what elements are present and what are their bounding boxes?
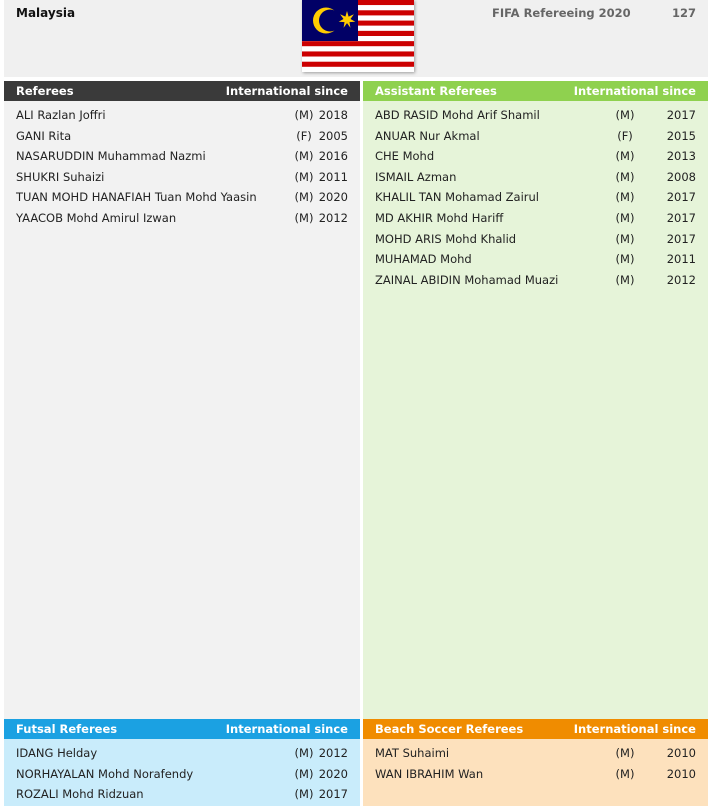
assistant-name: ISMAIL Azman <box>375 169 457 184</box>
referee-name: YAACOB Mohd Amirul Izwan <box>16 210 177 225</box>
assistant-name: KHALIL TAN Mohamad Zairul <box>375 190 540 205</box>
table-row <box>4 743 360 764</box>
assistant-since-label: International since <box>573 84 696 98</box>
referee-year: 2018 <box>318 108 348 122</box>
assistant-name: MOHD ARIS Mohd Khalid <box>375 231 517 246</box>
referee-year: 2016 <box>318 149 348 164</box>
beach-name: MAT Suhaimi <box>375 746 450 760</box>
referee-year: 2012 <box>318 210 348 225</box>
table-row <box>363 105 708 126</box>
referees-section <box>4 81 360 720</box>
referee-name: ALI Razlan Joffri <box>16 108 106 122</box>
table-row <box>363 764 708 785</box>
futsal-referees-section <box>4 719 360 806</box>
referee-name: SHUKRI Suhaizi <box>16 169 105 184</box>
flag-stripe <box>302 41 414 46</box>
assistant-year: 2011 <box>666 252 696 267</box>
flag-stripe <box>302 62 414 67</box>
assistant-gender: (M) <box>615 210 635 225</box>
page-number: 127 <box>671 6 696 20</box>
beach-soccer-referees-section <box>363 719 708 806</box>
beach-soccer-referees-header <box>363 719 708 739</box>
futsal-gender: (M) <box>294 787 314 802</box>
referees-header <box>4 81 360 101</box>
table-row <box>363 229 708 250</box>
assistant-year: 2015 <box>666 128 696 143</box>
beach-year: 2010 <box>666 766 696 781</box>
assistant-referees-title: Assistant Referees <box>375 84 497 98</box>
beach-gender: (M) <box>615 766 635 781</box>
table-row <box>363 270 708 291</box>
flag-stripe <box>302 46 414 51</box>
assistant-name: ABD RASID Mohd Arif Shamil <box>375 108 540 122</box>
malaysia-flag-icon <box>302 0 414 72</box>
referee-year: 2005 <box>318 128 348 143</box>
assistant-year: 2017 <box>666 108 696 122</box>
beach-gender: (M) <box>615 746 635 760</box>
publication-title: FIFA Refereeing 2020 <box>492 6 631 20</box>
futsal-referees-list <box>4 739 360 806</box>
referees-list <box>4 101 360 720</box>
table-row <box>363 126 708 147</box>
referee-name: NASARUDDIN Muhammad Nazmi <box>16 149 206 164</box>
assistant-name: MD AKHIR Mohd Hariff <box>375 210 504 225</box>
futsal-referees-header <box>4 719 360 739</box>
flag-stripe <box>302 51 414 56</box>
table-row <box>4 146 360 167</box>
beach-since-label: International since <box>573 722 696 736</box>
referee-gender: (M) <box>294 169 314 184</box>
futsal-gender: (M) <box>294 766 314 781</box>
table-row <box>4 784 360 805</box>
referee-year: 2011 <box>318 169 348 184</box>
assistant-year: 2017 <box>666 231 696 246</box>
assistant-referees-list <box>363 101 708 720</box>
table-row <box>4 764 360 785</box>
assistant-referees-section <box>363 81 708 720</box>
table-row <box>4 167 360 188</box>
futsal-gender: (M) <box>294 746 314 760</box>
referee-name: TUAN MOHD HANAFIAH Tuan Mohd Yaasin <box>16 190 257 205</box>
assistant-name: MUHAMAD Mohd <box>375 252 472 267</box>
beach-name: WAN IBRAHIM Wan <box>375 766 484 781</box>
assistant-year: 2012 <box>666 272 696 287</box>
table-row <box>363 743 708 764</box>
table-row <box>363 167 708 188</box>
assistant-year: 2017 <box>666 210 696 225</box>
assistant-gender: (M) <box>615 108 635 122</box>
futsal-year: 2020 <box>318 766 348 781</box>
table-row <box>4 126 360 147</box>
referee-gender: (M) <box>294 210 314 225</box>
referee-gender: (M) <box>294 190 314 205</box>
assistant-year: 2013 <box>666 149 696 164</box>
referee-gender: (M) <box>294 149 314 164</box>
table-row <box>4 187 360 208</box>
table-row <box>363 187 708 208</box>
assistant-name: ZAINAL ABIDIN Mohamad Muazi <box>375 272 559 287</box>
futsal-name: IDANG Helday <box>16 746 98 760</box>
referee-name: GANI Rita <box>16 128 72 143</box>
flag-stripe <box>302 67 414 72</box>
futsal-year: 2017 <box>318 787 348 802</box>
beach-year: 2010 <box>666 746 696 760</box>
referee-gender: (M) <box>294 108 314 122</box>
assistant-year: 2017 <box>666 190 696 205</box>
assistant-referees-header <box>363 81 708 101</box>
assistant-name: CHE Mohd <box>375 149 435 164</box>
country-name: Malaysia <box>16 6 76 20</box>
table-row <box>4 208 360 229</box>
assistant-gender: (M) <box>615 252 635 267</box>
assistant-gender: (M) <box>615 272 635 287</box>
beach-soccer-referees-title: Beach Soccer Referees <box>375 722 524 736</box>
referees-since-label: International since <box>225 84 348 98</box>
table-row <box>4 105 360 126</box>
referee-gender: (F) <box>296 128 312 143</box>
futsal-referees-title: Futsal Referees <box>16 722 118 736</box>
assistant-name: ANUAR Nur Akmal <box>375 128 480 143</box>
assistant-gender: (M) <box>615 231 635 246</box>
futsal-since-label: International since <box>225 722 348 736</box>
assistant-gender: (F) <box>617 128 633 143</box>
assistant-year: 2008 <box>666 169 696 184</box>
referees-title: Referees <box>16 84 74 98</box>
table-row <box>363 208 708 229</box>
futsal-name: NORHAYALAN Mohd Norafendy <box>16 766 194 781</box>
beach-soccer-referees-list <box>363 739 708 806</box>
assistant-gender: (M) <box>615 149 635 164</box>
assistant-gender: (M) <box>615 169 635 184</box>
table-row <box>363 249 708 270</box>
futsal-name: ROZALI Mohd Ridzuan <box>16 787 144 802</box>
flag-stripe <box>302 57 414 62</box>
table-row <box>363 146 708 167</box>
referee-year: 2020 <box>318 190 348 205</box>
assistant-gender: (M) <box>615 190 635 205</box>
futsal-year: 2012 <box>318 746 348 760</box>
